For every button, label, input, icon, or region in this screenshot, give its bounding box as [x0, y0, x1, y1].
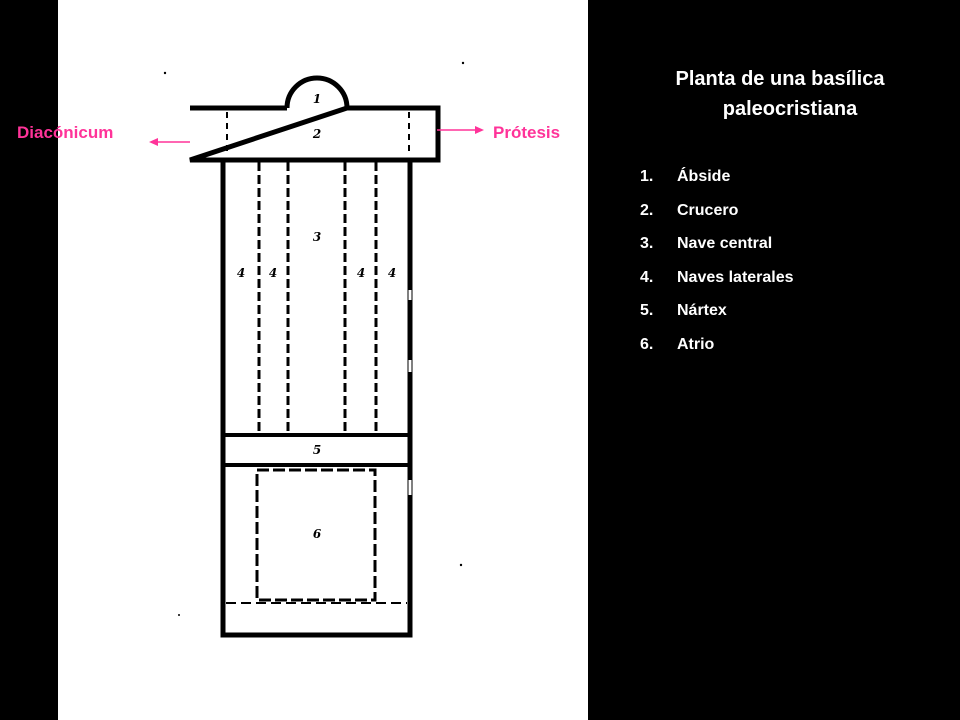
plan-number-apse: 1 — [312, 92, 322, 106]
protesis-label: Prótesis — [493, 123, 561, 142]
plan-number-nave: 3 — [312, 230, 322, 244]
plan-number-aisle: 4 — [387, 266, 397, 280]
legend-label: Naves laterales — [677, 268, 794, 286]
title-line-1: Planta de una basílica — [675, 68, 885, 90]
plan-number-aisle: 4 — [236, 266, 246, 280]
legend-item — [640, 166, 794, 200]
legend-number: 5. — [640, 302, 654, 319]
plan-number-narthex: 5 — [312, 443, 322, 457]
legend-label: Nave central — [677, 235, 773, 252]
legend-number: 4. — [640, 268, 654, 286]
legend-list — [640, 166, 794, 367]
legend-item — [640, 334, 794, 368]
legend-item — [640, 300, 794, 334]
colonnades — [259, 162, 376, 435]
plan-number-aisle: 4 — [268, 266, 278, 280]
legend-label: Atrio — [677, 335, 715, 353]
legend-number: 6. — [640, 335, 654, 353]
legend-number: 3. — [640, 235, 654, 252]
plan-number-transept: 2 — [312, 127, 322, 141]
legend-number: 1. — [640, 168, 654, 185]
plan-number-aisle: 4 — [356, 266, 366, 280]
diaconicum-label: Diacónicum — [17, 123, 114, 142]
legend-label: Ábside — [677, 168, 731, 185]
legend-item — [640, 200, 794, 234]
plan-number-atrium: 6 — [312, 527, 322, 541]
legend-label: Nártex — [677, 302, 727, 319]
title-line-2: paleocristiana — [722, 98, 858, 120]
legend-label: Crucero — [677, 201, 739, 219]
legend-item — [640, 267, 794, 301]
legend-number: 2. — [640, 201, 654, 219]
legend-item — [640, 233, 794, 267]
slide-title — [610, 64, 950, 124]
